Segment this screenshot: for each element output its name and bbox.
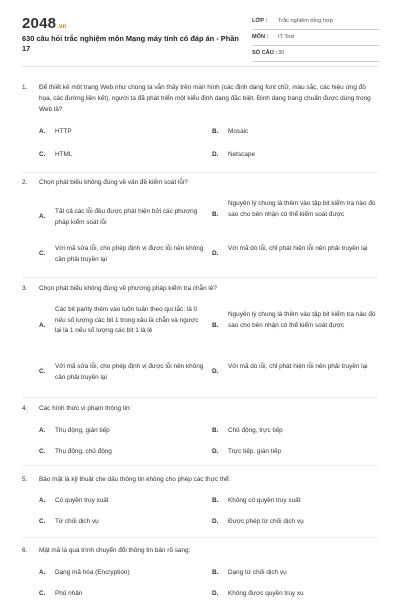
question-divider: [22, 537, 378, 538]
option-text: Các bit parity thêm vào luôn tuân theo qui tắc: là 0 nếu số lượng các bit 1 trong xâu là chẵn và ngược lại là 1 nếu số lượng các bit 1 là lẻ: [55, 306, 199, 334]
question-number: 3.: [22, 285, 28, 292]
question-body: Chọn phát biểu không đúng về phương pháp kiểm tra chẵn lẻ?: [39, 285, 217, 292]
option-text: Thụ động, chủ động: [55, 448, 112, 455]
option-letter: C.: [39, 368, 46, 375]
question-6: [22, 545, 378, 600]
option-letter: B.: [212, 211, 219, 218]
option-text: Không có quyền truy xuất: [228, 497, 301, 504]
option-text: Dạng từ chối dịch vụ: [228, 569, 287, 576]
question-divider: [22, 397, 378, 398]
question-body: Bảo mật là kỹ thuật che dấu thông tin không cho phép các thực thể:: [39, 476, 231, 483]
meta-key: SỐ CÂU :: [252, 50, 278, 56]
question-1: [22, 82, 378, 168]
option-letter: A.: [39, 322, 46, 329]
meta-row-subject: [252, 30, 380, 46]
meta-key: MÔN :: [252, 34, 269, 40]
option-text: Thụ động, gián tiếp: [55, 427, 110, 434]
option-text: Từ chối dịch vụ: [55, 518, 99, 525]
option-letter: B.: [212, 497, 219, 504]
option-text: Không được quyền truy xu: [228, 590, 304, 597]
option-letter: A.: [39, 427, 46, 434]
option-text: Với mã sửa lỗi, cho phép định vị được lỗi nên không cần phải truyền lại: [55, 363, 204, 381]
question-divider: [22, 465, 378, 466]
option-text: Được phép từ chối dịch vụ: [228, 518, 304, 525]
option-text: Với mã sửa lỗi, cho phép định vị được lỗi nên không cần phải truyền lại: [55, 245, 204, 263]
question-2: [22, 177, 378, 273]
option-text: Mosaic: [228, 128, 249, 135]
meta-key: LỚP :: [252, 18, 268, 24]
option-letter: C.: [39, 151, 46, 158]
option-letter: A.: [39, 213, 46, 220]
meta-value: Trắc nghiệm tổng hợp: [278, 18, 333, 24]
option-letter: D.: [212, 518, 219, 525]
option-letter: A.: [39, 497, 46, 504]
meta-value: IT Test: [278, 34, 295, 40]
meta-value: 30: [278, 50, 285, 56]
option-text: HTTP: [55, 128, 72, 135]
meta-row-class: [252, 14, 380, 30]
option-text: Nguyên lý chung là thêm vào tập bit kiểm tra nào đó sao cho bên nhận có thể kiểm soát được: [228, 200, 376, 218]
question-divider: [22, 277, 378, 278]
option-text: Tất cả các lỗi đều được phát hiện bởi các phương pháp kiểm soát lỗi: [55, 208, 198, 226]
option-letter: C.: [39, 250, 46, 257]
question-number: 2.: [22, 179, 28, 186]
logo-main: 2048: [22, 15, 57, 32]
option-letter: D.: [212, 590, 219, 597]
question-3: [22, 283, 378, 395]
meta-row-count: [252, 46, 380, 62]
page-title: 630 câu hỏi trắc nghiệm môn Mạng máy tính có đáp án - Phần 17: [22, 34, 239, 53]
option-letter: A.: [39, 569, 46, 576]
option-letter: C.: [39, 518, 46, 525]
option-text: Dạng mã hóa (Encryption): [55, 569, 130, 576]
option-letter: D.: [212, 448, 219, 455]
question-divider: [22, 172, 378, 173]
question-5: [22, 474, 378, 530]
question-number: 6.: [22, 547, 28, 554]
option-text: Với mã dò lỗi, chỉ phát hiện lỗi nên phải truyền lại: [228, 363, 368, 370]
option-letter: B.: [212, 427, 219, 434]
question-body: Các hình thức vi phạm thông tin:: [39, 405, 132, 412]
option-letter: D.: [212, 250, 219, 257]
question-body: Để thiết kế một trang Web như chúng ta vẫn thấy trên màn hình (các định dạng font chữ, màu sắc, các hiệu ứng đồ họa, các đường liên kết), người ta đã phát triển một kiểu định dạng đặc biệt. Định dạng trang chuẩn được dùng trong Web là?: [39, 84, 371, 113]
option-letter: C.: [39, 590, 46, 597]
option-text: Phủ nhận: [55, 590, 83, 597]
question-number: 4.: [22, 405, 28, 412]
page-header: [22, 14, 378, 58]
site-logo[interactable]: [22, 15, 66, 32]
question-number: 5.: [22, 476, 28, 483]
option-letter: B.: [212, 569, 219, 576]
option-text: Nguyên lý chung là thêm vào tập bit kiểm tra nào đó sao cho bên nhận có thể kiểm soát được: [228, 311, 376, 329]
question-4: [22, 403, 378, 459]
option-text: Trực tiếp, gián tiếp: [228, 448, 282, 455]
option-letter: B.: [212, 322, 219, 329]
option-letter: A.: [39, 128, 46, 135]
option-text: Chủ động, trực tiếp: [228, 427, 283, 434]
option-text: Có quyền truy xuất: [55, 497, 109, 504]
option-letter: C.: [39, 448, 46, 455]
option-text: Netscape: [228, 151, 255, 158]
option-text: Với mã dò lỗi, chỉ phát hiện lỗi nên phải truyền lại: [228, 245, 368, 252]
option-letter: D.: [212, 151, 219, 158]
option-letter: B.: [212, 128, 219, 135]
question-body: Chọn phát biểu không đúng về vấn đề kiểm soát lỗi?: [39, 179, 188, 186]
option-text: HTML: [55, 151, 73, 158]
header-divider: [22, 66, 378, 67]
question-number: 1.: [22, 84, 28, 91]
meta-table: [252, 14, 380, 62]
option-letter: D.: [212, 368, 219, 375]
question-body: Mật mã là quá trình chuyển đổi thông tin bản rõ sang:: [39, 547, 191, 554]
logo-suffix: .vn: [57, 24, 67, 30]
